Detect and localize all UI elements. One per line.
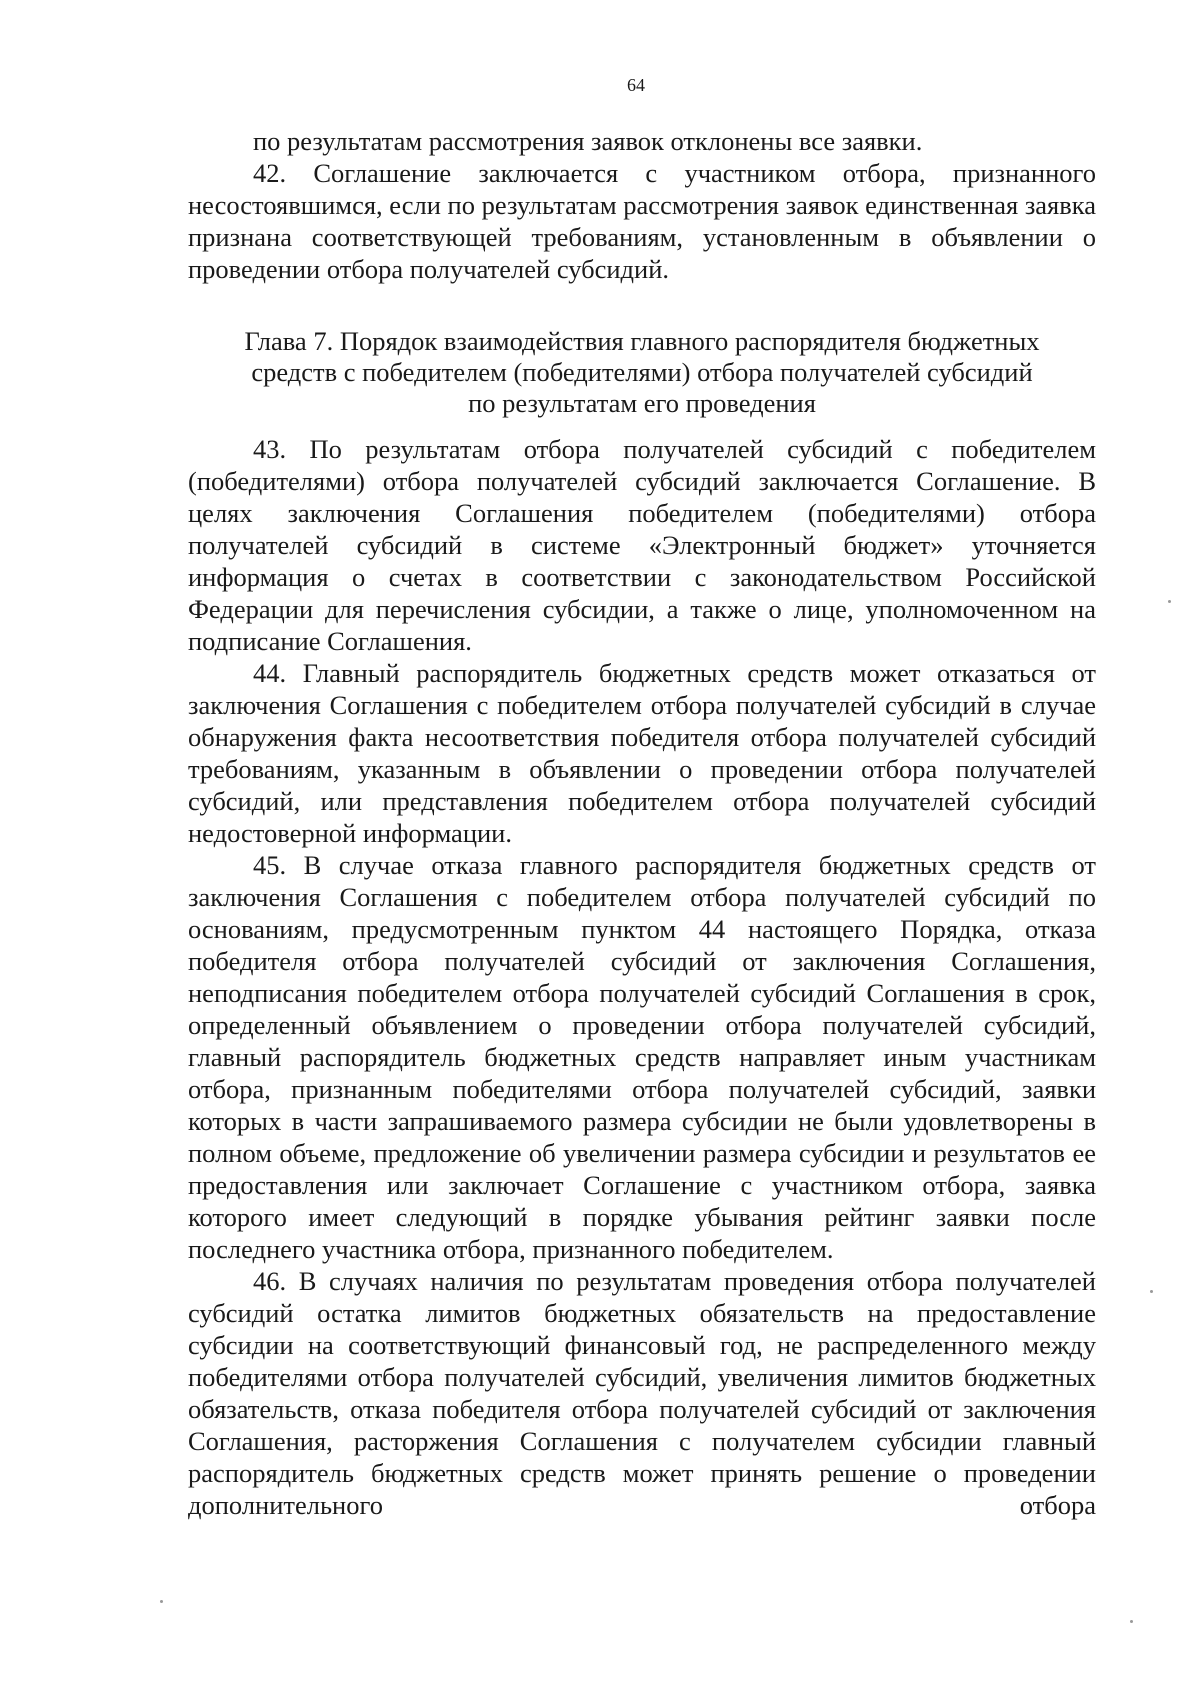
paragraph-43: 43. По результатам отбора получателей субсидий с победителем (победителями) отбора получателей субсидий заключается Соглашение. В целях заключения Соглашения победителем (победителями) отбора получателей субсидий в системе «Электронный бюджет» уточняется информация о счетах в соответствии с законодательством Российской Федерации для перечисления субсидии, а также о лице, уполномоченном на подписание Соглашения.: [188, 434, 1096, 656]
paragraph-45: 45. В случае отказа главного распорядителя бюджетных средств от заключения Соглашения с победителем отбора получателей субсидий по основаниям, предусмотренным пунктом 44 настоящего Порядка, отказа победителя отбора получателей субсидий от заключения Соглашения, неподписания победителем отбора получателей субсидий Соглашения в срок, определенный объявлением о проведении отбора получателей субсидий, главный распорядитель бюджетных средств направляет иным участникам отбора, признанным победителями отбора получателей субсидий, заявки которых в части запрашиваемого размера субсидии не были удовлетворены в полном объеме, предложение об увеличении размера субсидии и результатов ее предоставления или заключает Соглашение с участником отбора, заявка которого имеет следующий в порядке убывания рейтинг заявки после последнего участника отбора, признанного победителем.: [188, 850, 1096, 1264]
heading-line-3: по результатам его проведения: [468, 388, 816, 418]
scan-speck: [1130, 1620, 1133, 1623]
chapter-heading: [188, 326, 1096, 419]
paragraph-46: 46. В случаях наличия по результатам проведения отбора получателей субсидий остатка лимитов бюджетных обязательств на предоставление субсидии на соответствующий финансовый год, не распределенного между победителями отбора получателей субсидий, увеличения лимитов бюджетных обязательств, отказа победителя отбора получателей субсидий от заключения Соглашения, расторжения Соглашения с получателем субсидии главный распорядитель бюджетных средств может принять решение о проведении дополнительного отбора: [188, 1266, 1096, 1520]
paragraph-continuation: по результатам рассмотрения заявок отклонены все заявки.: [253, 126, 923, 156]
page-number: 64: [627, 75, 645, 95]
scan-speck: [160, 1600, 163, 1603]
top-text-block: [188, 125, 1096, 285]
scan-speck: [1168, 600, 1171, 603]
paragraph-44: 44. Главный распорядитель бюджетных средств может отказаться от заключения Соглашения с победителем отбора получателей субсидий в случае обнаружения факта несоответствия победителя отбора получателей субсидий требованиям, указанным в объявлении о проведении отбора получателей субсидий, или представления победителем отбора получателей субсидий недостоверной информации.: [188, 658, 1096, 848]
paragraph-42: 42. Соглашение заключается с участником отбора, признанного несостоявшимся, если по результатам рассмотрения заявок единственная заявка признана соответствующей требованиям, установленным в объявлении о проведении отбора получателей субсидий.: [188, 158, 1096, 284]
scan-speck: [1150, 1290, 1153, 1293]
heading-line-2: средств с победителем (победителями) отбора получателей субсидий: [251, 357, 1033, 387]
main-text-block: [188, 433, 1096, 1521]
heading-line-1: Глава 7. Порядок взаимодействия главного распорядителя бюджетных: [244, 326, 1040, 356]
